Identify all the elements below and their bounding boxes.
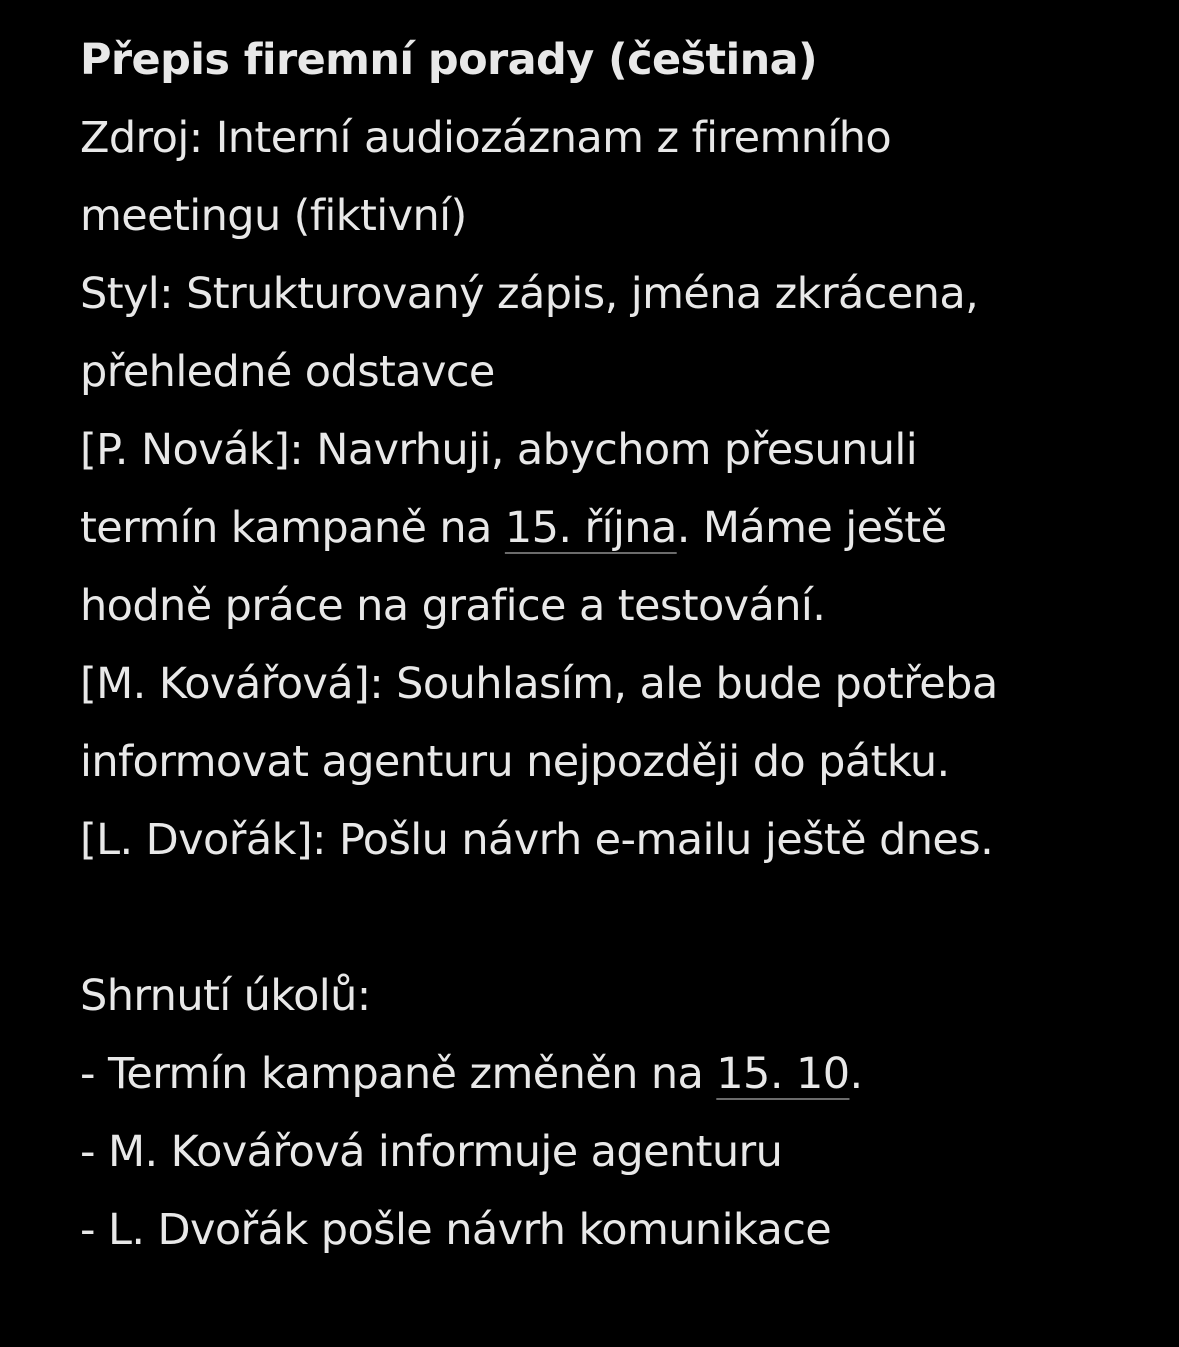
task-2: - M. Kovářová informuje agenturu [80,1127,783,1177]
task-3: - L. Dvořák pošle návrh komunikace [80,1205,832,1255]
novak-line-2-start: termín kampaně na [80,503,505,553]
date-link-october-15[interactable]: 15. října [504,503,677,553]
kovarova-line-1: [M. Kovářová]: Souhlasím, ale bude potřeba [80,659,998,709]
note-title: Přepis firemní porady (čeština) [80,35,818,85]
novak-line-2-end: . Máme ještě [676,503,947,553]
style-line-1: Styl: Strukturovaný zápis, jména zkrácena, [80,269,979,319]
dvorak-line-1: [L. Dvořák]: Pošlu návrh e-mailu ještě dnes. [80,815,994,865]
style-line-2: přehledné odstavce [80,347,495,397]
novak-line-2 [80,489,1140,567]
note-body[interactable] [80,21,1140,1269]
kovarova-line-2: informovat agenturu nejpozději do pátku. [80,737,950,787]
source-line-2: meetingu (fiktivní) [80,191,467,241]
task-1-start: - Termín kampaně změněn na [80,1049,717,1099]
blank-line [80,879,1140,957]
summary-heading: Shrnutí úkolů: [80,971,371,1021]
novak-line-3: hodně práce na grafice a testování. [80,581,826,631]
date-link-15-10[interactable]: 15. 10 [716,1049,850,1099]
novak-line-1: [P. Novák]: Navrhuji, abychom přesunuli [80,425,918,475]
task-1-end: . [849,1049,863,1099]
task-1 [80,1035,1140,1113]
source-line-1: Zdroj: Interní audiozáznam z firemního [80,113,892,163]
